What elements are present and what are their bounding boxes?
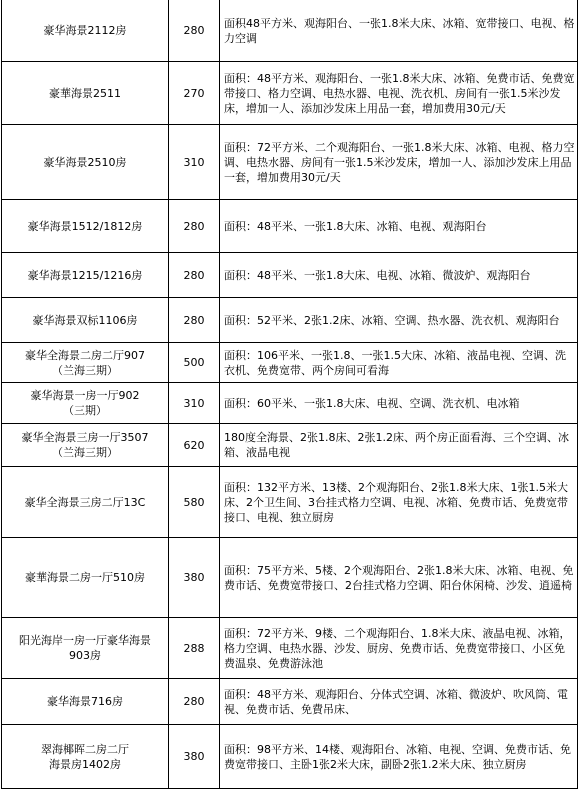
room-price: 310 — [169, 125, 220, 200]
table-row — [2, 618, 578, 679]
room-name: 豪華海景二房一厅510房 — [25, 571, 145, 584]
table-row — [2, 62, 578, 125]
table-row — [2, 725, 578, 789]
room-price: 280 — [169, 679, 220, 725]
table-row — [2, 298, 578, 343]
room-name: 豪华海景双标1106房 — [32, 313, 138, 327]
table-row — [2, 253, 578, 298]
room-description: 面积：72平方米、9楼、二个观海阳台、1.8米大床、液晶电视、冰箱，格力空调、电热水器、沙发、厨房、免费市话、免费宽带接口、小区免费温泉、免费游泳池 — [220, 618, 578, 679]
room-name: 豪华海景2510房 — [43, 155, 127, 169]
room-name-sub: （兰海三期） — [52, 446, 118, 459]
room-description: 面积48平方米、观海阳台、一张1.8米大床、冰箱、宽带接口、电视、格力空调 — [220, 0, 578, 62]
room-name: 豪华全海景三房一厅3507 — [21, 431, 149, 444]
table-row — [2, 343, 578, 383]
room-description: 面积：75平方米、5楼、2个观海阳台、2张1.8米大床、冰箱、电视、免费市话、免费宽带接口、2台挂式格力空调、阳台休闲椅、沙发、逍遥椅 — [220, 538, 578, 618]
room-name-cell — [2, 538, 169, 618]
room-description: 面积：48平米、一张1.8大床、电视、冰箱、微波炉、观海阳台 — [220, 253, 578, 298]
room-description: 面积：52平米、2张1.2床、冰箱、空调、热水器、洗衣机、观海阳台 — [220, 298, 578, 343]
room-price: 280 — [169, 0, 220, 62]
room-price: 310 — [169, 383, 220, 424]
table-row — [2, 424, 578, 467]
room-name: 豪华全海景三房二厅13C — [24, 495, 146, 509]
room-name: 翠海椰晖二房二厅 — [41, 742, 129, 756]
room-description: 面积：60平米、一张1.8大床、电视、空调、洗衣机、电冰箱 — [220, 383, 578, 424]
room-description: 180度全海景、2张1.8床、2张1.2床、两个房正面看海、三个空调、冰箱、液晶电视 — [220, 424, 578, 467]
room-price: 288 — [169, 618, 220, 679]
table-row — [2, 200, 578, 253]
room-name: 豪华海景2112房 — [43, 24, 127, 37]
room-name-sub: （三期） — [63, 404, 107, 417]
room-name: 豪华海景1215/1216房 — [27, 268, 143, 282]
room-name-sub: （兰海三期） — [52, 363, 118, 377]
room-name-sub: 903房 — [69, 649, 101, 662]
room-description: 面积：98平方米、14楼、观海阳台、冰箱、电视、空调、免费市话、免费宽带接口、主卧1张2米大床，副卧2张1.2米大床、独立厨房 — [220, 725, 578, 789]
room-name: 豪华全海景二房二厅907 — [25, 348, 145, 362]
room-name: 豪華海景2511 — [49, 86, 121, 100]
room-name: 豪华海景716房 — [47, 695, 123, 708]
room-description: 面积：132平方米、13楼、2个观海阳台、2张1.8米大床、1张1.5米大床、2个卫生间、3台挂式格力空调、电视、冰箱、免费市话、免费宽带接口、电视、独立厨房 — [220, 467, 578, 538]
room-description: 面积：106平米、一张1.8、一张1.5大床、冰箱、液晶电视、空调、洗衣机、免费宽带、两个房间可看海 — [220, 343, 578, 383]
room-name-sub: 海景房1402房 — [49, 757, 121, 771]
room-description: 面积：72平方米、二个观海阳台、一张1.8米大床、冰箱、电视、格力空调、电热水器、房间有一张1.5米沙发床，增加一人、添加沙发床上用品一套，增加费用30元/天 — [220, 125, 578, 200]
room-name-cell — [2, 0, 169, 62]
room-name-cell — [2, 424, 169, 467]
room-description: 面积：48平方米、观海阳台、一张1.8米大床、冰箱、免费市话、免费宽带接口、格力空调、电热水器、电视、洗衣机、房间有一张1.5米沙发床，增加一人、添加沙发床上用品一套，增加费用30元/天 — [220, 62, 578, 125]
room-name-cell — [2, 467, 169, 538]
room-name: 豪华海景一房一厅902 — [30, 389, 140, 402]
room-name: 豪华海景1512/1812房 — [27, 219, 143, 233]
table-row — [2, 467, 578, 538]
room-name-cell — [2, 253, 169, 298]
room-price: 280 — [169, 200, 220, 253]
room-price: 270 — [169, 62, 220, 125]
table-row — [2, 125, 578, 200]
room-name-cell — [2, 618, 169, 679]
room-name-cell — [2, 298, 169, 343]
table-row — [2, 679, 578, 725]
room-name: 阳光海岸一房一厅豪华海景 — [19, 634, 151, 647]
room-price: 620 — [169, 424, 220, 467]
room-name-cell — [2, 679, 169, 725]
room-name-cell — [2, 62, 169, 125]
room-price: 380 — [169, 538, 220, 618]
room-description: 面积：48平方米、观海阳台、分体式空调、冰箱、微波炉、吹风筒、電視、免费市话、免費吊床、 — [220, 679, 578, 725]
room-price-table — [1, 0, 578, 789]
table-row — [2, 538, 578, 618]
room-price: 500 — [169, 343, 220, 383]
room-name-cell — [2, 200, 169, 253]
table-row — [2, 0, 578, 62]
room-name-cell — [2, 725, 169, 789]
room-price: 280 — [169, 298, 220, 343]
table-row — [2, 383, 578, 424]
room-price: 580 — [169, 467, 220, 538]
room-price: 380 — [169, 725, 220, 789]
room-name-cell — [2, 343, 169, 383]
room-description: 面积：48平米、一张1.8大床、冰箱、电视、观海阳台 — [220, 200, 578, 253]
room-name-cell — [2, 383, 169, 424]
room-price: 280 — [169, 253, 220, 298]
room-name-cell — [2, 125, 169, 200]
